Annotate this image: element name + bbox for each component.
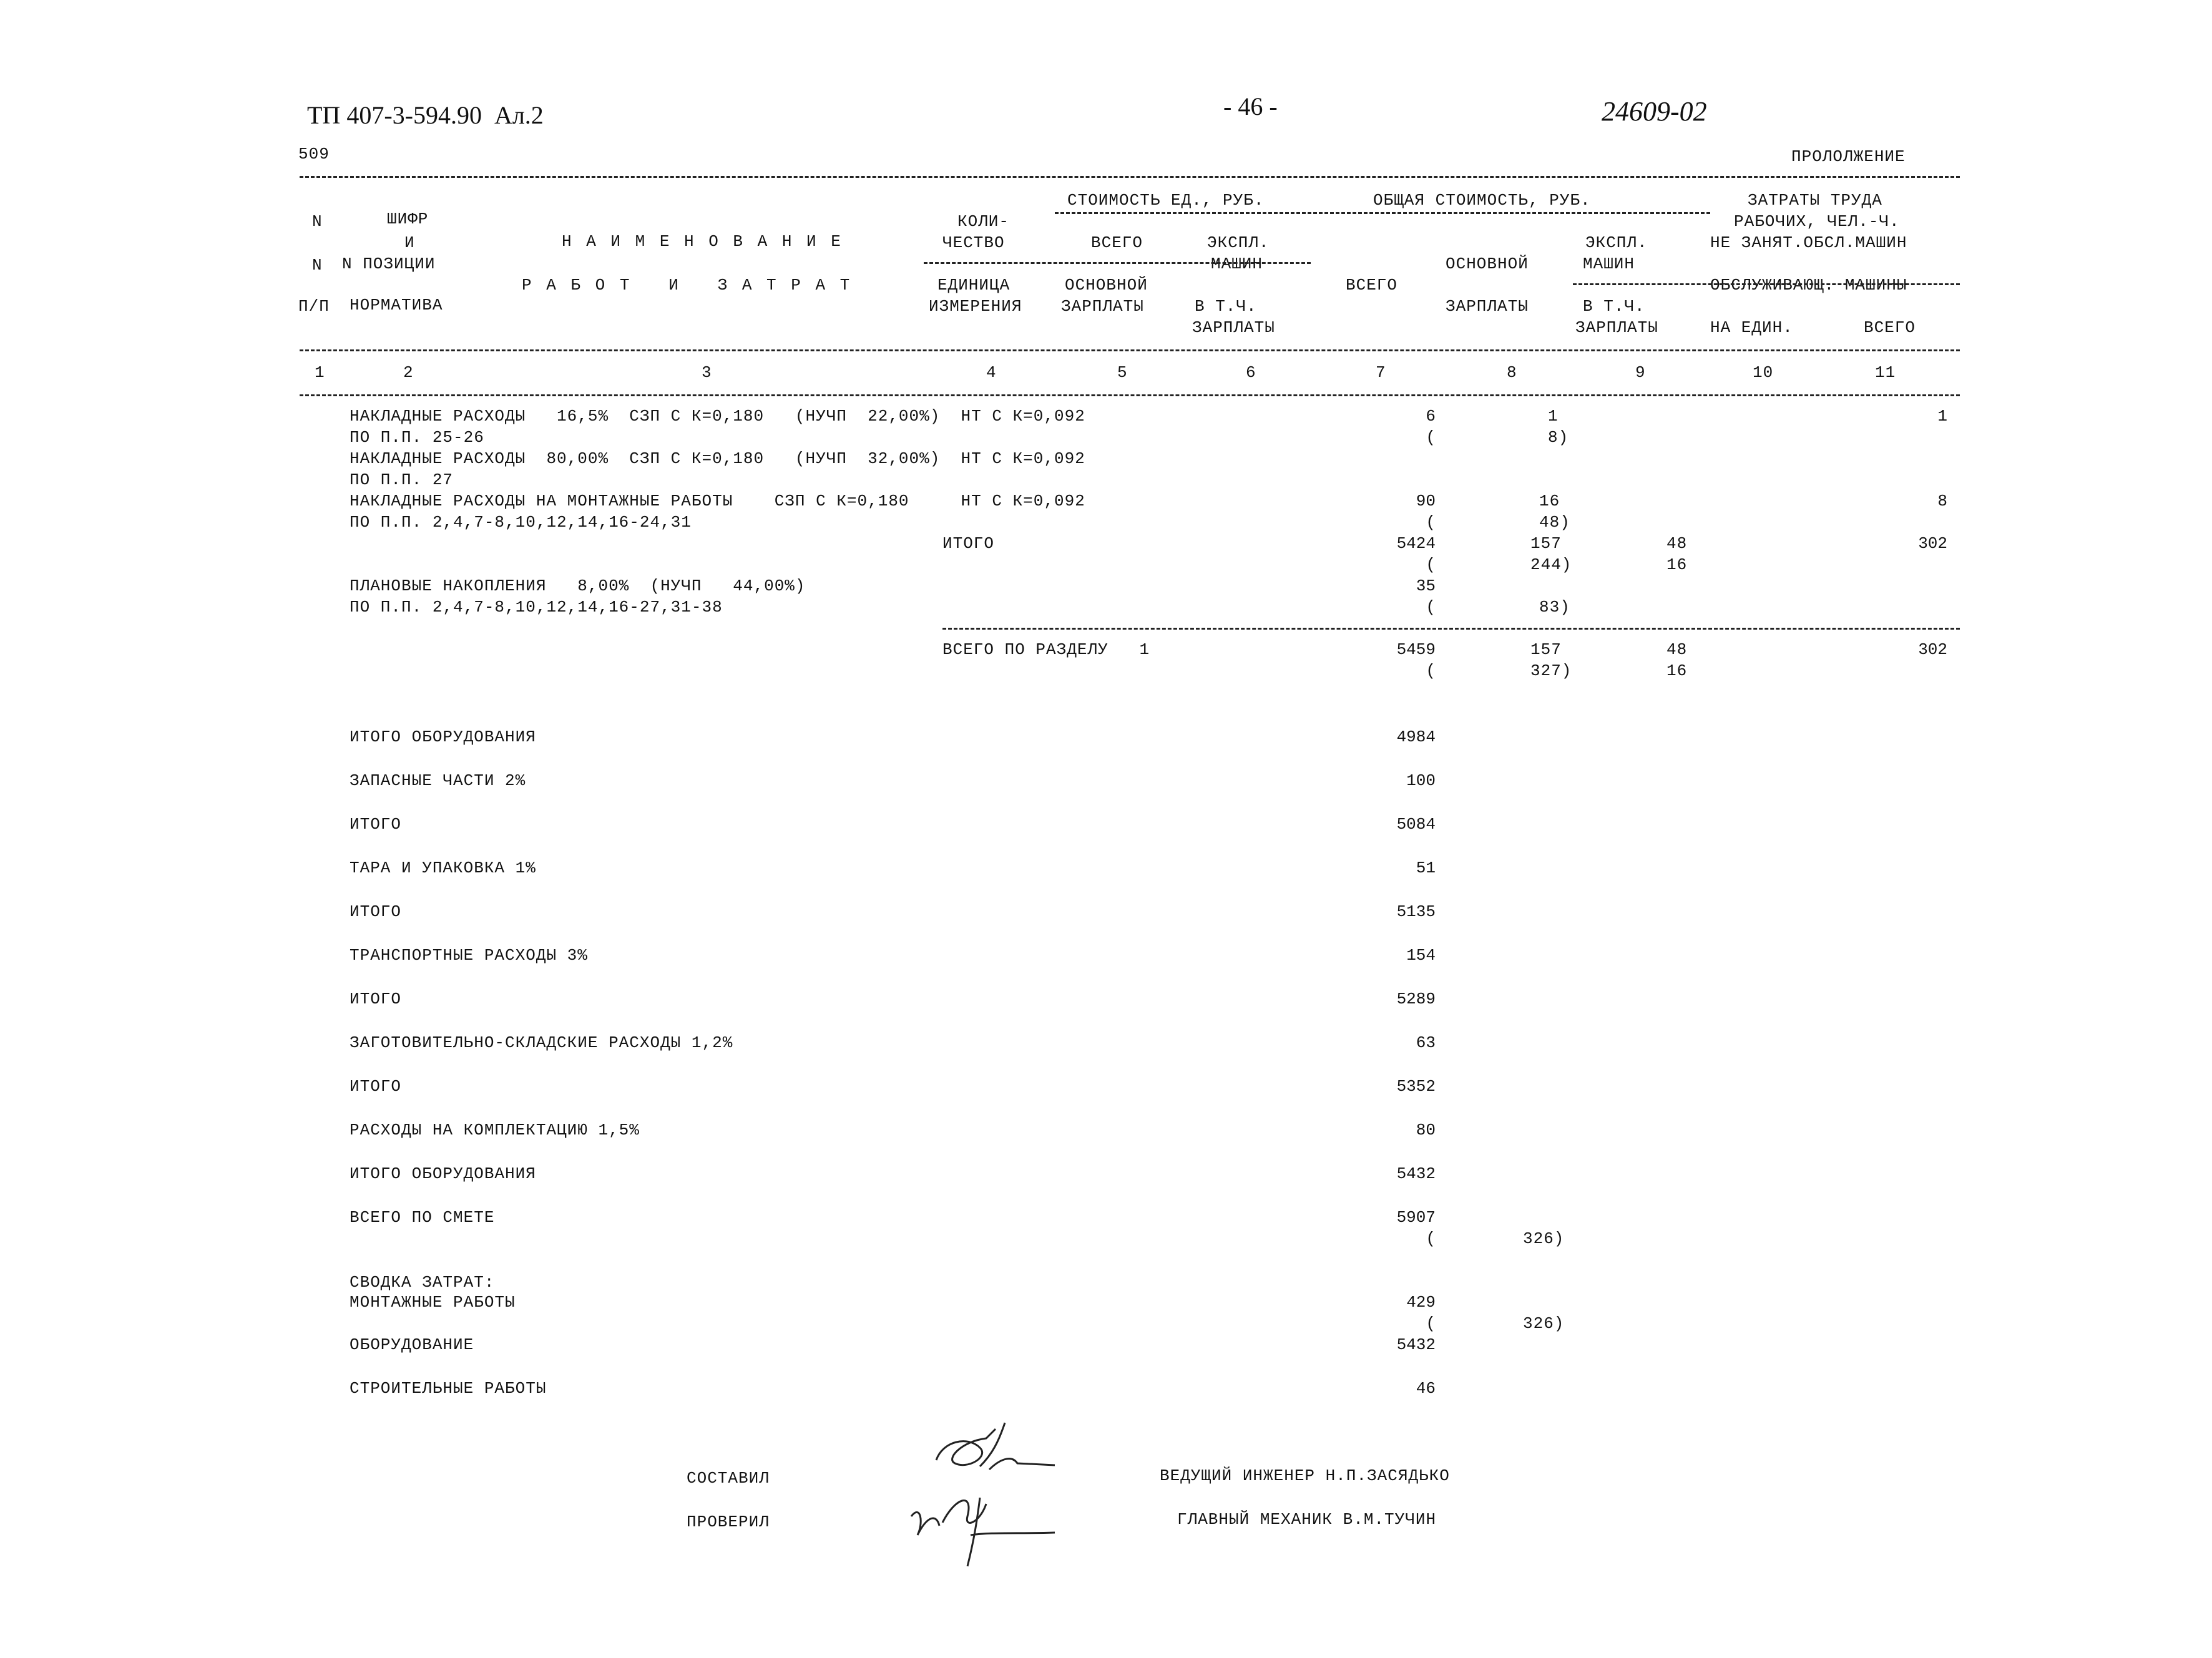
col2-and: И (404, 233, 415, 252)
svodka-0-value: 429 (1406, 1293, 1436, 1312)
row-5-c9b: 16 (1666, 661, 1688, 680)
summary-9-value: 80 (1416, 1121, 1436, 1139)
checked-by: ГЛАВНЫЙ МЕХАНИК В.М.ТУЧИН (1177, 1510, 1437, 1529)
svodka-title: СВОДКА ЗАТРАТ: (350, 1273, 495, 1292)
summary-1-label: ЗАПАСНЫЕ ЧАСТИ 2% (350, 771, 526, 790)
labor-total: ВСЕГО (1864, 318, 1916, 337)
colnum-4: 4 (986, 363, 997, 382)
summary-4-label: ИТОГО (350, 902, 402, 921)
signature-compiled (930, 1417, 1061, 1485)
summary-7-label: ЗАГОТОВИТЕЛЬНО-СКЛАДСКИЕ РАСХОДЫ 1,2% (350, 1033, 733, 1052)
unit-expl: ЭКСПЛ. (1207, 233, 1270, 252)
summary-10-value: 5432 (1396, 1164, 1436, 1183)
row-3-c7b: ( (1426, 555, 1436, 574)
summary-3-label: ТАРА И УПАКОВКА 1% (350, 859, 536, 877)
row-2-c11: 8 (1937, 492, 1947, 510)
row-0-c7b: ( (1426, 428, 1436, 447)
unit-base: ОСНОВНОЙ (1065, 276, 1148, 295)
row-4-c7: 35 (1416, 577, 1436, 595)
summary-4-value: 5135 (1396, 902, 1436, 921)
checked-label: ПРОВЕРИЛ (687, 1513, 770, 1531)
summary-11-paren: ( (1426, 1229, 1436, 1248)
total-cost-title: ОБЩАЯ СТОИМОСТЬ, РУБ. (1373, 191, 1591, 210)
svodka-2-value: 46 (1416, 1379, 1436, 1398)
row-0-sub: ПО П.П. 25-26 (350, 428, 484, 447)
total-machines: МАШИН (1583, 255, 1635, 273)
row-2-sub: ПО П.П. 2,4,7-8,10,12,14,16-24,31 (350, 513, 692, 532)
unit-incl-wage: ЗАРПЛАТЫ (1192, 318, 1275, 337)
signature-checked (905, 1479, 1061, 1573)
unit-cost-title: СТОИМОСТЬ ЕД., РУБ. (1067, 191, 1265, 210)
compiled-label: СОСТАВИЛ (687, 1469, 770, 1488)
row-4-c7b: ( (1426, 598, 1436, 617)
summary-11-value: 5907 (1396, 1208, 1436, 1227)
appendix-label: ПРОЛОЛЖЕНИЕ (1791, 147, 1906, 166)
row-2-c8b: 48) (1539, 513, 1570, 532)
page-number: - 46 - (1223, 92, 1278, 120)
colnum-10: 10 (1753, 363, 1774, 382)
compiled-by: ВЕДУЩИЙ ИНЖЕНЕР Н.П.ЗАСЯДЬКО (1160, 1466, 1450, 1485)
labor-serving: ОБСЛУЖИВАЮЩ. МАШИНЫ (1710, 276, 1907, 295)
sheet-code: 24609-02 (1602, 96, 1707, 127)
summary-11-wage: 326) (1523, 1229, 1565, 1248)
header-inner-rule-1 (1055, 212, 1710, 214)
total-base-wage: ЗАРПЛАТЫ (1446, 297, 1529, 316)
row-4-text: ПЛАНОВЫЕ НАКОПЛЕНИЯ 8,00% (НУЧП 44,00%) (350, 577, 806, 595)
svodka-2-label: СТРОИТЕЛЬНЫЕ РАБОТЫ (350, 1379, 547, 1398)
summary-3-value: 51 (1416, 859, 1436, 877)
summary-1-value: 100 (1406, 771, 1436, 790)
colnum-9: 9 (1635, 363, 1646, 382)
row-3-c11: 302 (1918, 534, 1947, 553)
row-3-c9: 48 (1666, 534, 1688, 553)
row-5-c11: 302 (1918, 640, 1947, 659)
summary-8-label: ИТОГО (350, 1077, 402, 1096)
colnum-8: 8 (1507, 363, 1517, 382)
unit-total: ВСЕГО (1091, 233, 1143, 252)
summary-10-label: ИТОГО ОБОРУДОВАНИЯ (350, 1164, 536, 1183)
col2-cipher: ШИФР (387, 210, 429, 228)
summary-8-value: 5352 (1396, 1077, 1436, 1096)
labor-title: ЗАТРАТЫ ТРУДА (1748, 191, 1882, 210)
row-5-c7: 5459 (1396, 640, 1436, 659)
doc-code: ТП 407-3-594.90 Ал.2 (307, 101, 544, 129)
row-3-label: ИТОГО (942, 534, 995, 553)
labor-workers: РАБОЧИХ, ЧЕЛ.-Ч. (1734, 212, 1900, 231)
svodka-0-label: МОНТАЖНЫЕ РАБОТЫ (350, 1293, 516, 1312)
unit-machines: МАШИН (1211, 255, 1263, 273)
row-2-c7: 90 (1416, 492, 1436, 510)
summary-2-label: ИТОГО (350, 815, 402, 834)
col1-pp: П/П (298, 297, 330, 316)
row-5-c9: 48 (1666, 640, 1688, 659)
summary-0-label: ИТОГО ОБОРУДОВАНИЯ (350, 728, 536, 746)
svodka-0-wage: 326) (1523, 1314, 1565, 1333)
summary-0-value: 4984 (1396, 728, 1436, 746)
row-3-c8: 157 (1530, 534, 1562, 553)
summary-9-label: РАСХОДЫ НА КОМПЛЕКТАЦИЮ 1,5% (350, 1121, 640, 1139)
row-1-text: НАКЛАДНЫЕ РАСХОДЫ 80,00% СЗП С К=0,180 (НУЧП 32,00%) НТ С К=0,092 (350, 449, 1085, 468)
summary-5-label: ТРАНСПОРТНЫЕ РАСХОДЫ 3% (350, 946, 588, 965)
summary-2-value: 5084 (1396, 815, 1436, 834)
total-base: ОСНОВНОЙ (1446, 255, 1529, 273)
svodka-0-paren: ( (1426, 1314, 1436, 1333)
labor-not-busy: НЕ ЗАНЯТ.ОБСЛ.МАШИН (1710, 233, 1907, 252)
row-0-c7: 6 (1426, 407, 1436, 426)
colnum-1: 1 (315, 363, 325, 382)
row-4-sub: ПО П.П. 2,4,7-8,10,12,14,16-27,31-38 (350, 598, 723, 617)
header-inner-rule-3 (1573, 283, 1960, 285)
summary-5-value: 154 (1406, 946, 1436, 965)
row-2-c8: 16 (1539, 492, 1560, 510)
row-2-c7b: ( (1426, 513, 1436, 532)
col4-qty: КОЛИ- (957, 212, 1010, 231)
row-3-c7: 5424 (1396, 534, 1436, 553)
svodka-1-label: ОБОРУДОВАНИЕ (350, 1335, 474, 1354)
colnum-5: 5 (1117, 363, 1128, 382)
header-inner-rule-2 (924, 262, 1311, 264)
col4-unit: ЕДИНИЦА (937, 276, 1011, 295)
col1-n2: N (312, 256, 323, 275)
row-4-c8b: 83) (1539, 598, 1570, 617)
row-0-c11: 1 (1937, 407, 1947, 426)
row-5-c7b: ( (1426, 661, 1436, 680)
col4-measure: ИЗМЕРЕНИЯ (929, 297, 1022, 316)
small-code: 509 (298, 145, 330, 163)
labor-per-unit: НА ЕДИН. (1710, 318, 1793, 337)
summary-11-label: ВСЕГО ПО СМЕТЕ (350, 1208, 495, 1227)
colnum-11: 11 (1875, 363, 1896, 382)
row-3-c8b: 244) (1530, 555, 1572, 574)
row-5-c8: 157 (1530, 640, 1562, 659)
total-incl-wage: ЗАРПЛАТЫ (1575, 318, 1658, 337)
unit-wage: ЗАРПЛАТЫ (1061, 297, 1144, 316)
col1-n: N (312, 212, 323, 231)
col3-works: Р А Б О Т И З А Т Р А Т (522, 276, 853, 295)
col4-qty2: ЧЕСТВО (942, 233, 1005, 252)
total-incl: В Т.Ч. (1583, 297, 1645, 316)
col2-norm: НОРМАТИВА (350, 296, 443, 315)
summary-6-label: ИТОГО (350, 990, 402, 1008)
colnum-6: 6 (1246, 363, 1256, 382)
summary-7-value: 63 (1416, 1033, 1436, 1052)
colnum-3: 3 (702, 363, 712, 382)
row-5-c8b: 327) (1530, 661, 1572, 680)
row-0-c8b: 8) (1548, 428, 1569, 447)
colnum-2: 2 (403, 363, 414, 382)
total-expl: ЭКСПЛ. (1585, 233, 1648, 252)
numbers-bottom-rule (300, 394, 1960, 396)
row-5-label: ВСЕГО ПО РАЗДЕЛУ 1 (942, 640, 1150, 659)
unit-incl: В Т.Ч. (1195, 297, 1257, 316)
row-3-c9b: 16 (1666, 555, 1688, 574)
header-top-rule (300, 176, 1960, 178)
row-2-text: НАКЛАДНЫЕ РАСХОДЫ НА МОНТАЖНЫЕ РАБОТЫ СЗП С К=0,180 НТ С К=0,092 (350, 492, 1085, 510)
row-1-sub: ПО П.П. 27 (350, 471, 454, 489)
col2-position: N ПОЗИЦИИ (342, 255, 436, 273)
colnum-7: 7 (1376, 363, 1386, 382)
total-all: ВСЕГО (1346, 276, 1398, 295)
summary-6-value: 5289 (1396, 990, 1436, 1008)
section-total-rule (942, 628, 1960, 630)
row-0-c8: 1 (1548, 407, 1559, 426)
col3-name: Н А И М Е Н О В А Н И Е (562, 232, 843, 251)
header-bottom-rule (300, 349, 1960, 351)
row-0-text: НАКЛАДНЫЕ РАСХОДЫ 16,5% СЗП С К=0,180 (НУЧП 22,00%) НТ С К=0,092 (350, 407, 1085, 426)
svodka-1-value: 5432 (1396, 1335, 1436, 1354)
